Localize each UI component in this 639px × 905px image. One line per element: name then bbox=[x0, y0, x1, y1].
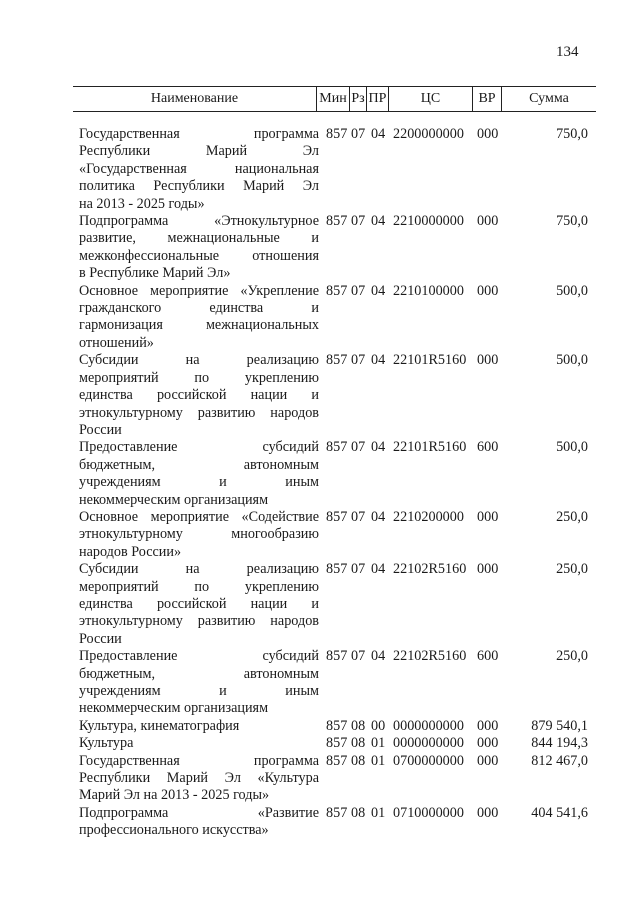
row-name bbox=[79, 213, 319, 283]
row-sum: 812 467,0 bbox=[531, 752, 588, 769]
row-cs: 2210000000 bbox=[393, 213, 464, 230]
row-sum: 250,0 bbox=[556, 648, 588, 665]
table-row bbox=[79, 126, 594, 213]
row-sum: 500,0 bbox=[556, 439, 588, 456]
row-min: 857 bbox=[326, 752, 348, 769]
row-pr: 04 bbox=[371, 508, 386, 525]
row-name-line: Подпрограмма «Развитие bbox=[79, 804, 319, 821]
row-name-line: гражданского единства и bbox=[79, 300, 319, 317]
row-name bbox=[79, 439, 319, 509]
table-header bbox=[73, 86, 596, 112]
row-vr: 000 bbox=[477, 717, 499, 734]
row-name-line: Государственная программа bbox=[79, 126, 319, 142]
table-row bbox=[79, 439, 594, 509]
row-cs: 22102R5160 bbox=[393, 648, 467, 665]
row-name bbox=[79, 718, 319, 735]
row-cs: 2210100000 bbox=[393, 282, 464, 299]
row-name-line: учреждениям и иным bbox=[79, 474, 319, 491]
row-rz: 07 bbox=[351, 352, 366, 369]
row-rz: 07 bbox=[351, 126, 366, 142]
row-pr: 04 bbox=[371, 213, 386, 230]
row-min: 857 bbox=[326, 717, 348, 734]
row-rz: 07 bbox=[351, 561, 366, 578]
row-name-line: некоммерческим организациям bbox=[79, 491, 269, 508]
row-vr: 000 bbox=[477, 735, 499, 752]
row-name bbox=[79, 753, 319, 805]
row-rz: 08 bbox=[351, 804, 366, 821]
row-pr: 04 bbox=[371, 648, 386, 665]
row-name-line: Субсидии на реализацию bbox=[79, 352, 319, 369]
header-cs: ЦС bbox=[388, 87, 472, 111]
table-row bbox=[79, 509, 594, 561]
row-cs: 2210200000 bbox=[393, 508, 464, 525]
row-name-line: единства российской нации и bbox=[79, 387, 319, 404]
row-cs: 0710000000 bbox=[393, 804, 464, 821]
row-sum: 844 194,3 bbox=[531, 735, 588, 752]
row-min: 857 bbox=[326, 282, 348, 299]
header-name: Наименование bbox=[150, 91, 239, 106]
table-row bbox=[79, 283, 594, 353]
row-sum: 750,0 bbox=[556, 213, 588, 230]
row-cs: 2200000000 bbox=[393, 126, 464, 142]
row-sum: 404 541,6 bbox=[531, 804, 588, 821]
row-cs: 0000000000 bbox=[393, 735, 464, 752]
row-name-line: Предоставление субсидий bbox=[79, 439, 319, 456]
row-cs: 0700000000 bbox=[393, 752, 464, 769]
row-pr: 04 bbox=[371, 352, 386, 369]
row-name-line: бюджетным, автономным bbox=[79, 665, 319, 682]
row-rz: 08 bbox=[351, 735, 366, 752]
row-name-line: Культура bbox=[79, 735, 134, 752]
row-name-line: политика Республики Марий Эл bbox=[79, 178, 319, 195]
row-name-line: единства российской нации и bbox=[79, 595, 319, 612]
row-name-line: Предоставление субсидий bbox=[79, 648, 319, 665]
table-row bbox=[79, 805, 594, 840]
header-sum: Сумма bbox=[501, 87, 596, 111]
row-vr: 000 bbox=[477, 282, 499, 299]
row-name-line: Основное мероприятие «Укрепление bbox=[79, 282, 319, 299]
table-row bbox=[79, 213, 594, 283]
row-vr: 000 bbox=[477, 804, 499, 821]
header-pr: ПР bbox=[366, 87, 388, 111]
row-name-line: Марий Эл на 2013 - 2025 годы» bbox=[79, 787, 270, 804]
row-rz: 07 bbox=[351, 282, 366, 299]
row-name bbox=[79, 126, 319, 213]
table-body bbox=[79, 126, 594, 840]
row-sum: 750,0 bbox=[556, 126, 588, 142]
row-sum: 250,0 bbox=[556, 561, 588, 578]
row-name-line: мероприятий по укреплению bbox=[79, 369, 319, 386]
row-name bbox=[79, 509, 319, 561]
row-rz: 07 bbox=[351, 213, 366, 230]
row-min: 857 bbox=[326, 352, 348, 369]
row-name-line: на 2013 - 2025 годы» bbox=[79, 195, 205, 212]
header-min: Мин bbox=[316, 87, 349, 111]
table-row bbox=[79, 352, 594, 439]
page-number: 134 bbox=[556, 44, 579, 60]
row-name-line: Субсидии на реализацию bbox=[79, 561, 319, 578]
row-name-line: Основное мероприятие «Содействие bbox=[79, 508, 319, 525]
row-sum: 500,0 bbox=[556, 282, 588, 299]
table-row bbox=[79, 648, 594, 718]
row-name-line: бюджетным, автономным bbox=[79, 456, 319, 473]
row-name-line: этнокультурному многообразию bbox=[79, 526, 319, 543]
row-name-line: отношений» bbox=[79, 334, 154, 351]
row-name-line: межконфессиональные отношения bbox=[79, 247, 319, 264]
table-row bbox=[79, 561, 594, 648]
row-name-line: учреждениям и иным bbox=[79, 683, 319, 699]
row-vr: 000 bbox=[477, 213, 499, 230]
table-row bbox=[79, 753, 594, 805]
row-name-line: гармонизация межнациональных bbox=[79, 317, 319, 334]
table-row bbox=[79, 735, 594, 752]
table-row bbox=[79, 718, 594, 735]
row-min: 857 bbox=[326, 439, 348, 456]
row-min: 857 bbox=[326, 648, 348, 665]
row-name-line: Культура, кинематография bbox=[79, 717, 240, 734]
row-name-line: Подпрограмма «Этнокультурное bbox=[79, 213, 319, 230]
row-name-line: России bbox=[79, 630, 122, 647]
row-sum: 250,0 bbox=[556, 508, 588, 525]
row-name bbox=[79, 352, 319, 439]
row-vr: 000 bbox=[477, 752, 499, 769]
row-vr: 000 bbox=[477, 561, 499, 578]
row-name-line: этнокультурному развитию народов bbox=[79, 404, 319, 421]
row-sum: 879 540,1 bbox=[531, 717, 588, 734]
row-name bbox=[79, 735, 319, 752]
row-name bbox=[79, 561, 319, 648]
row-vr: 600 bbox=[477, 648, 499, 665]
row-min: 857 bbox=[326, 508, 348, 525]
row-min: 857 bbox=[326, 213, 348, 230]
row-name-line: развитие, межнациональные и bbox=[79, 230, 319, 247]
header-vr: ВР bbox=[472, 87, 501, 111]
row-pr: 04 bbox=[371, 126, 386, 142]
row-name-line: этнокультурному развитию народов bbox=[79, 613, 319, 630]
row-min: 857 bbox=[326, 126, 348, 142]
row-name-line: «Государственная национальная bbox=[79, 160, 319, 177]
row-name-line: Республики Марий Эл bbox=[79, 143, 319, 160]
row-vr: 000 bbox=[477, 352, 499, 369]
row-vr: 000 bbox=[477, 126, 499, 142]
row-min: 857 bbox=[326, 804, 348, 821]
row-pr: 04 bbox=[371, 282, 386, 299]
row-cs: 22101R5160 bbox=[393, 352, 467, 369]
row-name bbox=[79, 648, 319, 718]
row-name-line: профессионального искусства» bbox=[79, 822, 269, 839]
row-pr: 01 bbox=[371, 804, 386, 821]
row-name-line: Республики Марий Эл «Культура bbox=[79, 770, 319, 787]
row-min: 857 bbox=[326, 735, 348, 752]
header-rz: Рз bbox=[349, 87, 366, 111]
row-cs: 0000000000 bbox=[393, 717, 464, 734]
row-pr: 00 bbox=[371, 717, 386, 734]
row-rz: 07 bbox=[351, 508, 366, 525]
row-name-line: в Республике Марий Эл» bbox=[79, 265, 231, 282]
row-name bbox=[79, 283, 319, 353]
row-min: 857 bbox=[326, 561, 348, 578]
row-pr: 04 bbox=[371, 561, 386, 578]
row-sum: 500,0 bbox=[556, 352, 588, 369]
row-name-line: народов России» bbox=[79, 543, 182, 560]
row-name-line: некоммерческим организациям bbox=[79, 700, 269, 717]
row-rz: 07 bbox=[351, 648, 366, 665]
row-rz: 07 bbox=[351, 439, 366, 456]
row-name-line: России bbox=[79, 421, 122, 438]
row-vr: 600 bbox=[477, 439, 499, 456]
row-name-line: Государственная программа bbox=[79, 752, 319, 769]
row-vr: 000 bbox=[477, 508, 499, 525]
row-rz: 08 bbox=[351, 717, 366, 734]
row-cs: 22101R5160 bbox=[393, 439, 467, 456]
row-name-line: мероприятий по укреплению bbox=[79, 578, 319, 595]
row-pr: 01 bbox=[371, 735, 386, 752]
row-pr: 04 bbox=[371, 439, 386, 456]
row-rz: 08 bbox=[351, 752, 366, 769]
row-pr: 01 bbox=[371, 752, 386, 769]
row-cs: 22102R5160 bbox=[393, 561, 467, 578]
row-name bbox=[79, 805, 319, 840]
